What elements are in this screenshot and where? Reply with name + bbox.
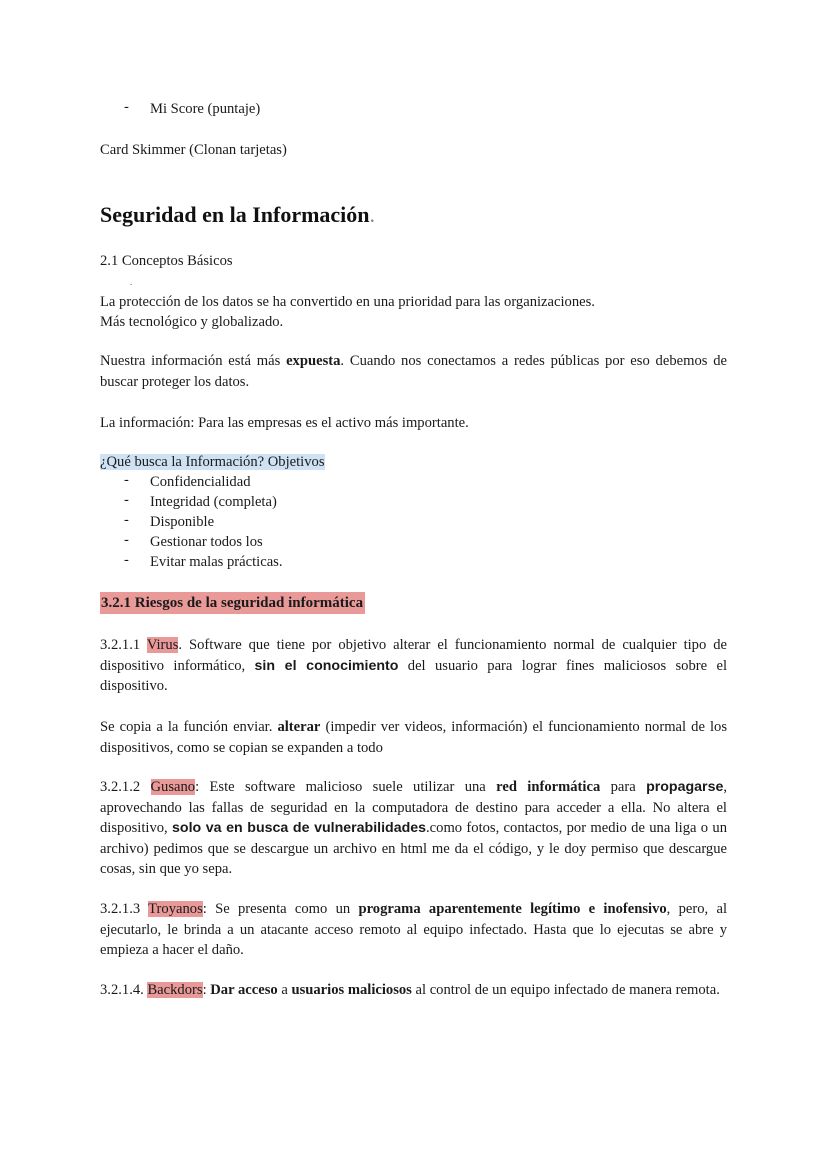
objetivos-heading: ¿Qué busca la Información? Objetivos: [100, 454, 325, 470]
paragraph-copia: [100, 717, 727, 758]
bullet-dash: -: [124, 552, 129, 568]
paragraph-virus: [100, 635, 727, 697]
bullet-dash: -: [124, 532, 129, 548]
paragraph-proteccion-line2: Más tecnológico y globalizado.: [100, 314, 284, 330]
list-item-objetivo: Integridad (completa): [150, 494, 277, 510]
virus-term: Virus: [146, 637, 179, 653]
bullet-dash: -: [124, 512, 129, 528]
page-title: [100, 200, 375, 230]
p2-bold-expuesta: expuesta: [286, 353, 341, 369]
paragraph-activo: La información: Para las empresas es el activo más importante.: [100, 415, 469, 431]
backdors-number: 3.2.1.4.: [100, 982, 148, 998]
card-skimmer-line: Card Skimmer (Clonan tarjetas): [100, 142, 287, 158]
list-item-objetivo: Evitar malas prácticas.: [150, 554, 283, 570]
copia-text-a: Se copia a la función enviar.: [100, 719, 278, 735]
backdors-bold-usuarios: usuarios maliciosos: [291, 982, 412, 998]
backdors-term: Backdors: [147, 982, 203, 998]
p2-text-a: Nuestra información está más: [100, 353, 287, 369]
troyanos-term: Troyanos: [148, 901, 203, 917]
bullet-dash: -: [124, 472, 129, 488]
paragraph-troyanos: [100, 899, 727, 961]
gusano-text-a: : Este software malicioso suele utilizar una: [195, 779, 497, 795]
gusano-text-c: para: [600, 779, 647, 795]
virus-number: 3.2.1.1: [100, 637, 147, 653]
title-text: Seguridad en la Información: [100, 202, 370, 227]
section-heading-2-1: 2.1 Conceptos Básicos: [100, 253, 233, 269]
objetivos-heading-line: [100, 452, 325, 472]
list-item-objetivo: Confidencialidad: [150, 474, 251, 490]
virus-text-a: . Software que tiene por objetivo alterar el funcionamiento normal de cualquier tipo de dispositivo informático,: [100, 637, 727, 674]
gusano-bold-propagarse: propagarse: [646, 779, 724, 795]
virus-bold: sin el conocimiento: [254, 657, 399, 674]
gusano-bold-red: red informática: [496, 779, 601, 795]
gusano-text-g: .como fotos, contactos, por medio de una liga o un archivo) pedimos que se descargue un archivo en html me da el código, y le doy permiso que descargue cosas, sin que yo sepa.: [100, 820, 727, 877]
gusano-text-e: , aprovechando las fallas de seguridad en la computadora de destino para acceder a ella. No altera el dispositivo,: [100, 779, 728, 836]
troyanos-bold: programa aparentemente legítimo e inofensivo: [358, 901, 667, 917]
gusano-term: Gusano: [150, 779, 196, 795]
list-item-mi-score: Mi Score (puntaje): [150, 101, 261, 117]
paragraph-gusano: [100, 777, 727, 880]
section-heading-3-2-1: 3.2.1 Riesgos de la seguridad informática: [100, 592, 365, 614]
gusano-bold-vulnerabilidades: solo va en busca de vulnerabilidades: [172, 820, 427, 836]
troyanos-text-c: , pero, al ejecutarlo, le brinda a un atacante acceso remoto al equipo infectado. Hasta que lo ejecutas se abre y empieza a hacer el daño.: [100, 901, 727, 958]
backdors-text-a: :: [202, 982, 211, 998]
bullet-dash: -: [124, 492, 129, 508]
paragraph-backdors: [100, 980, 727, 1001]
bullet-dash: -: [124, 99, 129, 115]
gusano-number: 3.2.1.2: [100, 779, 151, 795]
virus-text-c: del usuario para lograr fines maliciosos sobre el dispositivo.: [100, 657, 727, 694]
title-dot: .: [369, 202, 376, 227]
list-item-objetivo: Gestionar todos los: [150, 534, 263, 550]
backdors-text-e: al control de un equipo infectado de manera remota.: [411, 982, 720, 998]
stray-dot: .: [130, 277, 133, 287]
list-item-objetivo: Disponible: [150, 514, 215, 530]
backdors-text-c: a: [277, 982, 292, 998]
backdors-bold-acceso: Dar acceso: [210, 982, 278, 998]
paragraph-proteccion-line1: La protección de los datos se ha convertido en una prioridad para las organizaciones.: [100, 294, 595, 310]
troyanos-text-a: : Se presenta como un: [202, 901, 359, 917]
copia-bold: alterar: [277, 719, 321, 735]
p2-text-c: . Cuando nos conectamos a redes públicas por eso debemos de buscar proteger los datos.: [100, 353, 727, 390]
paragraph-expuesta: [100, 351, 727, 392]
copia-text-c: (impedir ver videos, información) el funcionamiento normal de los dispositivos, como se copian se expanden a todo: [100, 719, 728, 756]
troyanos-number: 3.2.1.3: [100, 901, 149, 917]
